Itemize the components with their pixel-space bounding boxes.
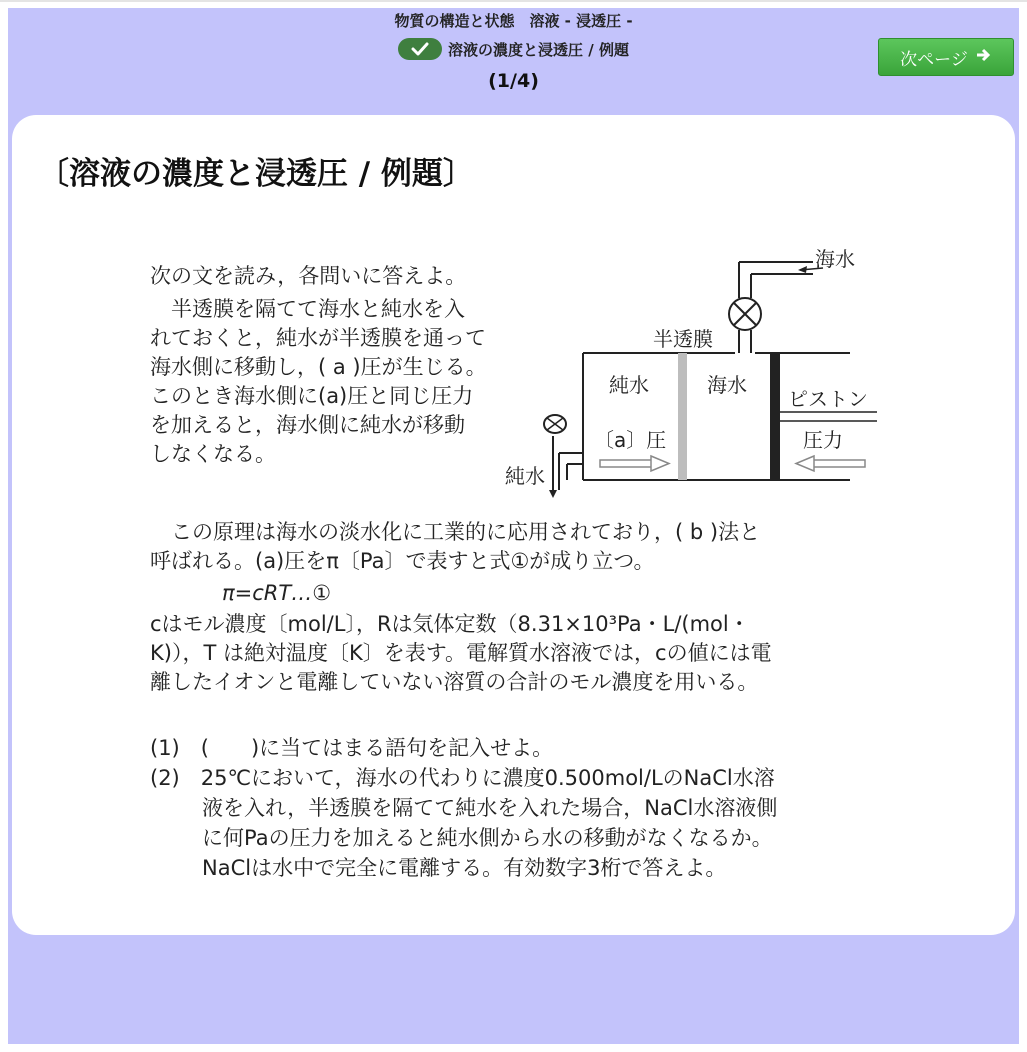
- text-line: を加えると，海水側に純水が移動: [150, 413, 465, 437]
- text-line: このとき海水側に(a)圧と同じ圧力: [150, 384, 474, 408]
- pressure-label: 圧力: [803, 428, 843, 452]
- arrow-right-icon: [976, 47, 992, 67]
- question-list: [150, 733, 777, 883]
- question-item: (2) 25℃において，海水の代わりに濃度0.500mol/LのNaCl水溶: [150, 766, 775, 790]
- text-line: 半透膜を隔てて海水と純水を入: [150, 297, 465, 321]
- breadcrumb: 物質の構造と状態 溶液 - 浸透圧 -: [394, 12, 633, 30]
- seawater-inlet-label: 海水: [815, 247, 855, 271]
- page-counter: (1/4): [488, 70, 539, 92]
- question-item: に何Paの圧力を加えると純水側から水の移動がなくなるか。: [202, 826, 773, 850]
- arrow-head: [549, 490, 557, 498]
- piston-label: ピストン: [788, 387, 868, 411]
- valve-icon: [729, 298, 761, 330]
- pressure-arrow: [796, 456, 865, 471]
- text-line: 離したイオンと電離していない溶質の合計のモル濃度を用いる。: [150, 670, 759, 694]
- section-title: 溶液の濃度と浸透圧 / 例題: [448, 40, 629, 59]
- text-line: 呼ばれる。(a)圧をπ〔Pa〕で表すと式①が成り立つ。: [150, 549, 655, 573]
- text-line: 次の文を読み，各問いに答えよ。: [150, 264, 467, 288]
- section-heading: [0, 38, 1027, 60]
- text-line: cはモル濃度〔mol/L〕，Rは気体定数（8.31×10³Pa・L/(mol・: [150, 612, 750, 636]
- arrow-head: [798, 266, 807, 273]
- top-border: [0, 0, 1027, 2]
- drain-valve-icon: [544, 415, 566, 433]
- membrane-label: 半透膜: [653, 327, 713, 351]
- intro-paragraph: [150, 262, 487, 469]
- seawater-label: 海水: [707, 373, 747, 397]
- next-page-button[interactable]: [878, 38, 1014, 76]
- drain-pipe: [553, 436, 583, 495]
- pure-water-label: 純水: [609, 373, 649, 397]
- principle-paragraph: [150, 518, 760, 576]
- text-line: しなくなる。: [150, 442, 276, 466]
- text-line: この原理は海水の淡水化に工業的に応用されており，( b )法と: [150, 520, 761, 544]
- text-line: れておくと，純水が半透膜を通って: [150, 326, 486, 350]
- page-title: 〔溶液の濃度と浸透圧 / 例題〕: [38, 156, 474, 192]
- check-icon: [398, 38, 442, 60]
- question-item: 液を入れ，半透膜を隔てて純水を入れた場合，NaCl水溶液側: [202, 796, 778, 820]
- osmosis-diagram: [495, 240, 895, 500]
- membrane: [678, 353, 687, 480]
- next-page-label: 次ページ: [900, 49, 968, 70]
- pure-water-out-label: 純水: [505, 464, 545, 488]
- osmotic-pressure-label: 〔a〕圧: [594, 428, 667, 452]
- text-line: 海水側に移動し，( a )圧が生じる。: [150, 355, 487, 379]
- piston: [770, 353, 780, 480]
- formula: π=cRT…①: [222, 581, 332, 605]
- definition-paragraph: [150, 610, 772, 697]
- question-item: NaClは水中で完全に電離する。有効数字3桁で答えよ。: [202, 856, 727, 880]
- osmotic-flow-arrow: [600, 456, 669, 471]
- text-line: K)），T は絶対温度〔K〕を表す。電解質水溶液では，cの値には電: [150, 641, 772, 665]
- question-item: (1) ( )に当てはまる語句を記入せよ。: [150, 736, 554, 760]
